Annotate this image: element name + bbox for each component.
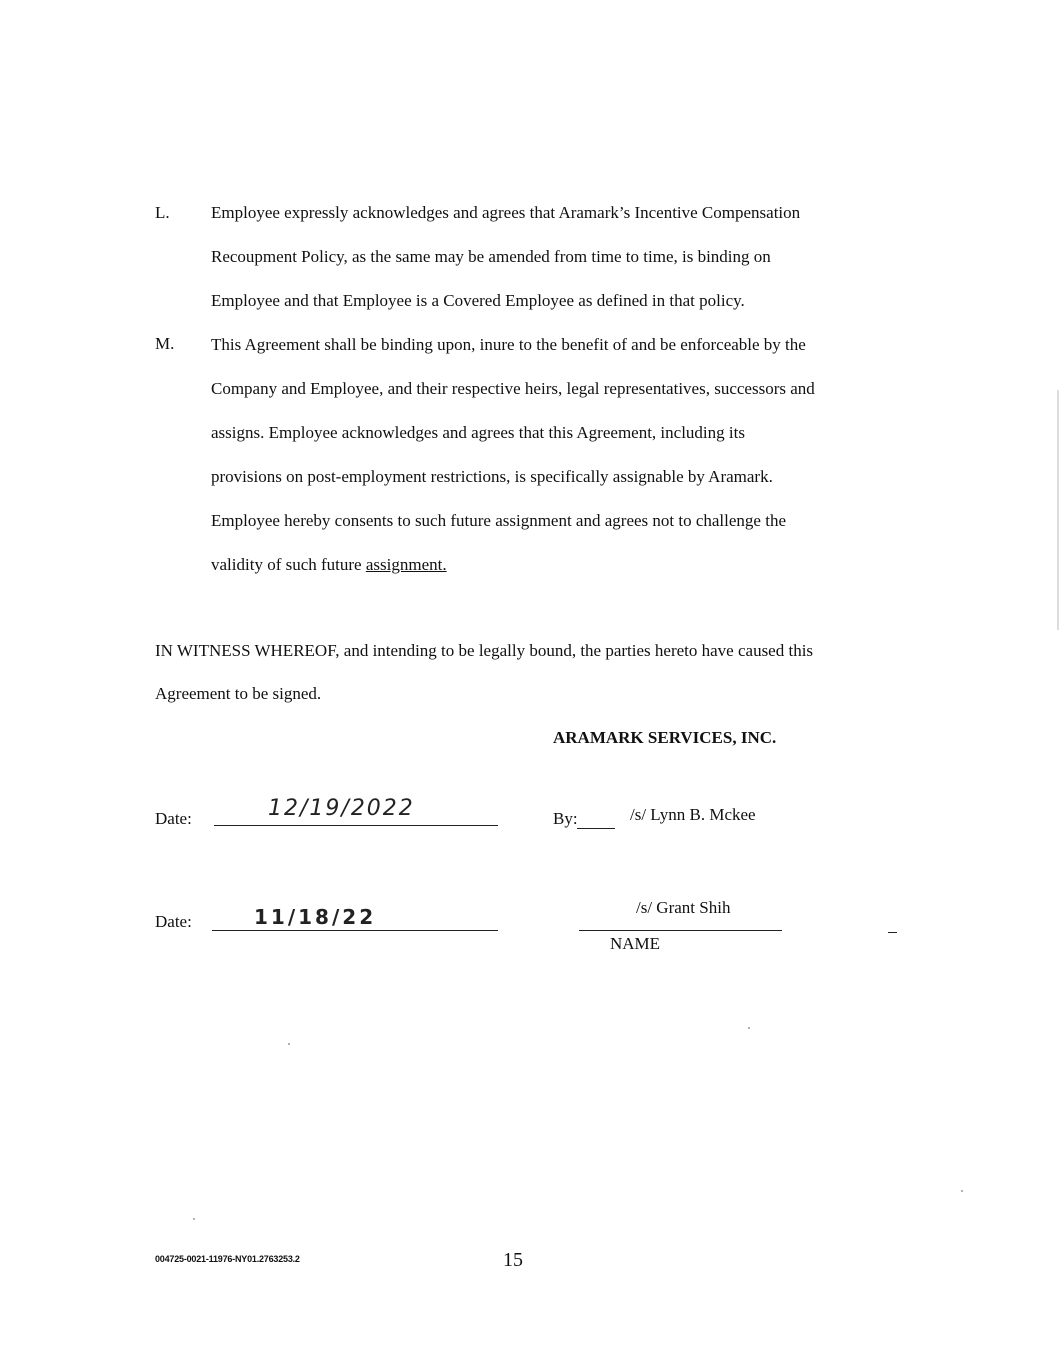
company-signature-line: [577, 828, 615, 829]
scan-speck: [193, 1218, 195, 1220]
section-m-line-5: Employee hereby consents to such future assignment and agrees not to challenge the: [211, 511, 786, 530]
footer-document-id: 004725-0021-11976-NY01.2763253.2: [155, 1254, 300, 1264]
employee-signature-line: [579, 930, 782, 931]
scan-speck: [961, 1190, 963, 1192]
page-number: 15: [503, 1249, 523, 1271]
company-date-label: Date:: [155, 809, 192, 828]
company-by-label: By:: [553, 809, 578, 828]
employee-date-line: [212, 930, 498, 931]
employee-date-handwritten: 11/18/22: [254, 905, 377, 929]
company-name: ARAMARK SERVICES, INC.: [553, 728, 777, 747]
scan-speck: [748, 1027, 750, 1029]
employee-name-label: NAME: [610, 934, 661, 953]
section-l-line-2: Recoupment Policy, as the same may be amended from time to time, is binding on: [211, 247, 771, 266]
section-m-line-1: This Agreement shall be binding upon, inure to the benefit of and be enforceable by the: [211, 335, 806, 354]
section-m-line-2: Company and Employee, and their respective heirs, legal representatives, successors and: [211, 379, 815, 398]
section-m-line-4: provisions on post-employment restrictions, is specifically assignable by Aramark.: [211, 467, 773, 486]
company-date-handwritten: 12/19/2022: [268, 796, 415, 821]
section-m-line-6: [211, 555, 447, 575]
section-m-line-6-text: validity of such future: [211, 555, 366, 574]
section-m-underlined-word: assignment.: [365, 555, 447, 574]
section-l-line-1: Employee expressly acknowledges and agrees that Aramark’s Incentive Compensation: [211, 203, 801, 222]
section-l-line-3: Employee and that Employee is a Covered Employee as defined in that policy.: [211, 291, 745, 310]
company-signature: /s/ Lynn B. Mckee: [630, 805, 756, 824]
employee-signature-line-stub: [888, 932, 897, 933]
scan-speck: [288, 1043, 290, 1045]
witness-line-1: IN WITNESS WHEREOF, and intending to be legally bound, the parties hereto have caused this: [155, 641, 814, 660]
employee-signature: /s/ Grant Shih: [636, 898, 731, 917]
witness-line-2: Agreement to be signed.: [155, 684, 322, 703]
employee-date-label: Date:: [155, 912, 192, 931]
section-m-line-3: assigns. Employee acknowledges and agrees that this Agreement, including its: [211, 423, 745, 442]
section-l-marker: L.: [155, 203, 170, 222]
section-m-marker: M.: [155, 334, 175, 353]
company-date-line: [214, 825, 498, 826]
